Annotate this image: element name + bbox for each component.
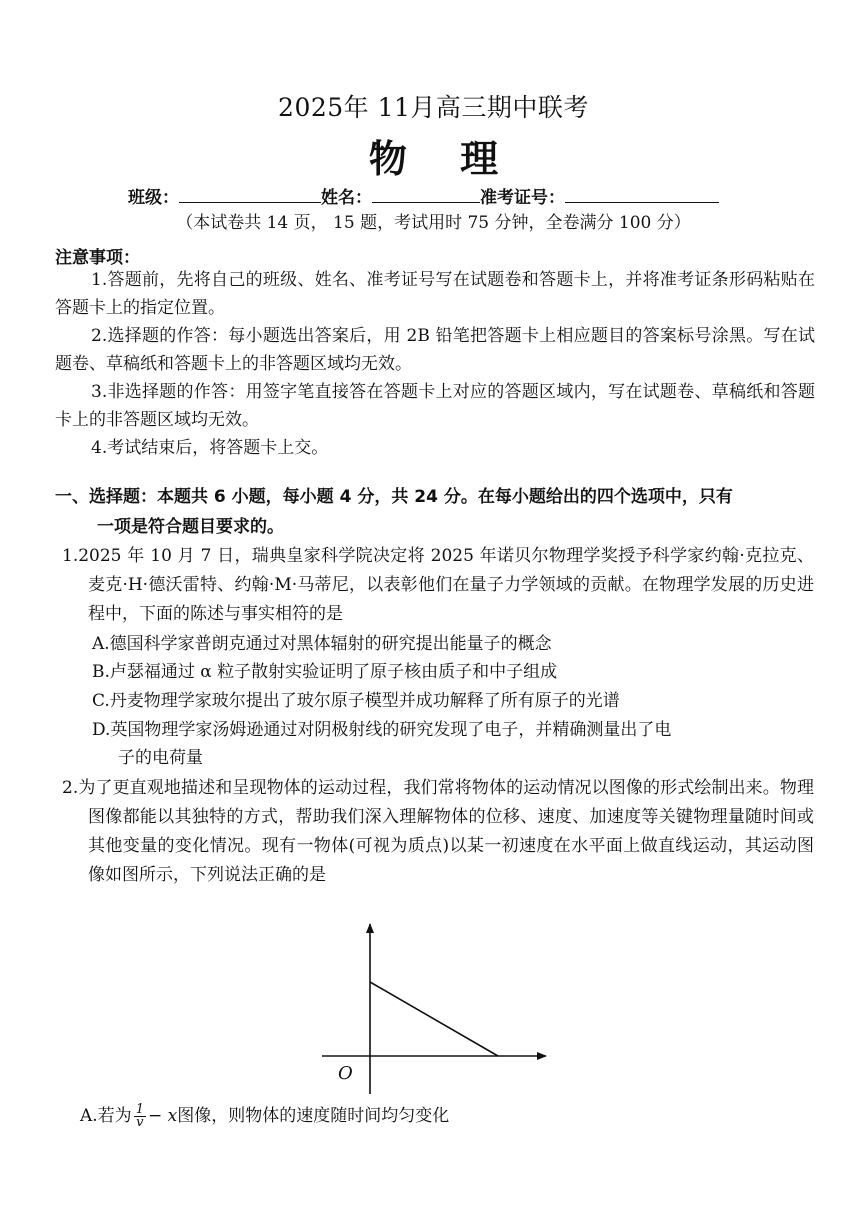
origin-label: O — [338, 1063, 353, 1084]
id-label: 准考证号： — [480, 188, 565, 208]
fraction-denominator: v — [136, 1115, 144, 1130]
question-1-option-d-line2: 子的电荷量 — [118, 748, 203, 768]
name-label: 姓名： — [321, 188, 372, 208]
exam-note: （本试卷共 14 页， 15 题，考试用时 75 分钟，全卷满分 100 分） — [176, 213, 691, 233]
notice-item: 3.非选择题的作答：用签字笔直接答在答题卡上对应的答题区域内，写在试题卷、草稿纸和答题卡上的非答题区域均无效。 — [55, 382, 815, 430]
question-1-option-c: C.丹麦物理学家玻尔提出了玻尔原子模型并成功解释了所有原子的光谱 — [92, 691, 620, 711]
student-info-row — [128, 183, 748, 209]
question-2-option-a-suffix: 图像，则物体的速度随时间均匀变化 — [177, 1106, 450, 1126]
notice-item: 4.考试结束后，将答题卡上交。 — [91, 438, 329, 458]
notice-item: 1.答题前，先将自己的班级、姓名、准考证号写在试题卷和答题卡上，并将准考证条形码粘贴在答题卡上的指定位置。 — [55, 270, 815, 318]
name-blank[interactable] — [372, 184, 480, 203]
question-2-option-a-prefix: A.若为 — [80, 1106, 132, 1126]
question-2-option-a — [80, 1100, 804, 1132]
question-2-text: 为了更直观地描述和呈现物体的运动过程，我们常将物体的运动情况以图像的形式绘制出来。物理图像都能以其独特的方式，帮助我们深入理解物体的位移、速度、加速度等关键物理量随时间或其他变量的变化情况。现有一物体(可视为质点)以某一初速度在水平面上做直线运动，其运动图像如图所示，下列说法正确的是 — [78, 778, 814, 885]
question-1-option-d — [92, 716, 816, 772]
section-heading — [55, 482, 815, 542]
notice-item: 2.选择题的作答：每小题选出答案后，用 2B 铅笔把答题卡上相应题目的答案标号涂黑。写在试题卷、草稿纸和答题卡上的非答题区域均无效。 — [55, 326, 815, 374]
fraction-numerator: 1 — [135, 1102, 144, 1117]
class-blank[interactable] — [179, 184, 321, 203]
question-1-option-a: A.德国科学家普朗克通过对黑体辐射的研究提出能量子的概念 — [92, 634, 552, 654]
section-heading-line2: 一项是符合题目要求的。 — [97, 517, 284, 537]
question-1-option-d-line1: D.英国物理学家汤姆逊通过对阴极射线的研究发现了电子，并精确测量出了电 — [92, 720, 672, 740]
motion-graph — [310, 918, 560, 1100]
question-2-number: 2. — [62, 778, 79, 798]
subject-title: 物 理 — [368, 137, 519, 181]
class-label: 班级： — [128, 188, 179, 208]
section-heading-line1: 一、选择题：本题共 6 小题，每小题 4 分，共 24 分。在每小题给出的四个选项中，只有 — [55, 487, 733, 507]
notice-heading: 注意事项： — [55, 248, 140, 268]
fraction-one-over-v — [134, 1104, 146, 1129]
graph-line — [370, 982, 498, 1056]
question-2-option-a-variable: − x — [147, 1106, 178, 1126]
id-blank[interactable] — [565, 184, 719, 203]
question-1-number: 1. — [62, 546, 79, 566]
question-1-stem — [62, 542, 814, 629]
question-1-text: 2025 年 10 月 7 日，瑞典皇家科学院决定将 2025 年诺贝尔物理学奖授予科学家约翰·克拉克、麦克·H·德沃雷特、约翰·M·马蒂尼，以表彰他们在量子力学领域的贡献。在物理学发展的历史进程中，下面的陈述与事实相符的是 — [78, 546, 814, 624]
question-2-stem — [62, 774, 814, 890]
question-1-option-b: B.卢瑟福通过 α 粒子散射实验证明了原子核由质子和中子组成 — [92, 662, 558, 682]
exam-title: 2025年 11月高三期中联考 — [278, 93, 589, 122]
